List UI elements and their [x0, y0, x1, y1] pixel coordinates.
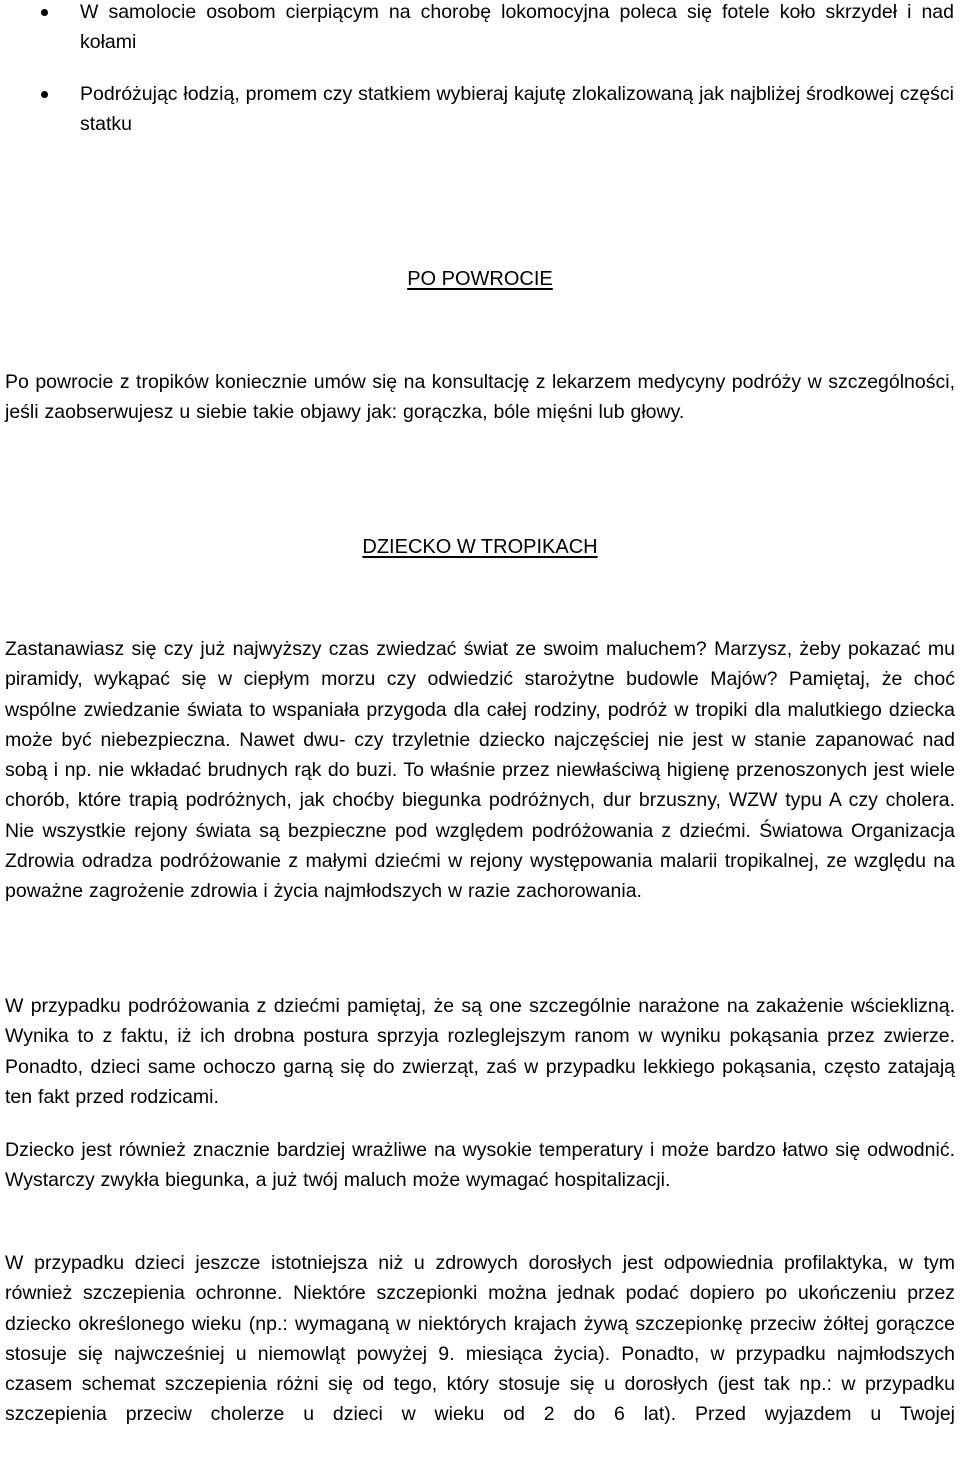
paragraph-child-4: W przypadku dzieci jeszcze istotniejsza niż u zdrowych dorosłych jest odpowiednia profilaktyka, w tym również szczepienia ochronne. Niektóre szczepionki można jednak podać dopiero po ukończeniu przez dziecko określonego wieku (np.: wymaganą w niektórych krajach żywą szczepionkę przeciw żółtej gorączce stosuje się najwcześniej u niemowląt powyżej 9. miesiąca życia). Ponadto, w przypadku najmłodszych czasem schemat szczepienia różni się od tego, który stosuje się u dorosłych (jest tak np.: w przypadku szczepienia przeciw cholerze u dzieci w wieku od 2 do 6 lat). Przed wyjazdem u Twojej	[5, 1252, 955, 1426]
bullet-item	[80, 0, 954, 57]
bullet-dot-icon	[41, 91, 48, 98]
paragraph-child-3: Dziecko jest również znacznie bardziej wrażliwe na wysokie temperatury i może bardzo łatwo się odwodnić. Wystarczy zwykła biegunka, a już twój maluch może wymagać hospitalizacji.	[5, 1139, 955, 1192]
bullet-text: W samolocie osobom cierpiącym na chorobę lokomocyjna poleca się fotele koło skrzydeł i nad kołami	[80, 1, 954, 53]
section-heading-return: PO POWROCIE	[407, 268, 553, 290]
bullet-text: Podróżując łodzią, promem czy statkiem wybieraj kajutę zlokalizowaną jak najbliżej środkowej części statku	[80, 83, 954, 135]
paragraph-child-2: W przypadku podróżowania z dziećmi pamiętaj, że są one szczególnie narażone na zakażenie wścieklizną. Wynika to z faktu, iż ich drobna postura sprzyja rozleglejszym ranom w wyniku pokąsania przez zwierze. Ponadto, dzieci same ochoczo garną się do zwierząt, zaś w przypadku lekkiego pokąsania, często zatajają ten fakt przed rodzicami.	[5, 995, 955, 1108]
bullet-dot-icon	[41, 9, 48, 16]
paragraph-return: Po powrocie z tropików koniecznie umów się na konsultację z lekarzem medycyny podróży w szczególności, jeśli zaobserwujesz u siebie takie objawy jak: gorączka, bóle mięśni lub głowy.	[5, 371, 955, 424]
section-heading-child: DZIECKO W TROPIKACH	[362, 536, 598, 558]
paragraph-child-1: Zastanawiasz się czy już najwyższy czas zwiedzać świat ze swoim maluchem? Marzysz, żeby pokazać mu piramidy, wykąpać się w ciepłym morzu czy odwiedzić starożytne budowle Majów? Pamiętaj, że choć wspólne zwiedzanie świata to wspaniała przygoda dla całej rodziny, podróż w tropiki dla malutkiego dziecka może być niebezpieczna. Nawet dwu- czy trzyletnie dziecko najczęściej nie jest w stanie zapanować nad sobą i np. nie wkładać brudnych rąk do buzi. To właśnie przez niewłaściwą higienę przenoszonych jest wiele chorób, które trapią podróżnych, jak choćby biegunka podróżnych, dur brzuszny, WZW typu A czy cholera. Nie wszystkie rejony świata są bezpieczne pod względem podróżowania z dziećmi. Światowa Organizacja Zdrowia odradza podróżowanie z małymi dziećmi w rejony występowania malarii tropikalnej, ze względu na poważne zagrożenie zdrowia i życia najmłodszych w razie zachorowania.	[5, 638, 955, 903]
bullet-item	[80, 79, 954, 139]
